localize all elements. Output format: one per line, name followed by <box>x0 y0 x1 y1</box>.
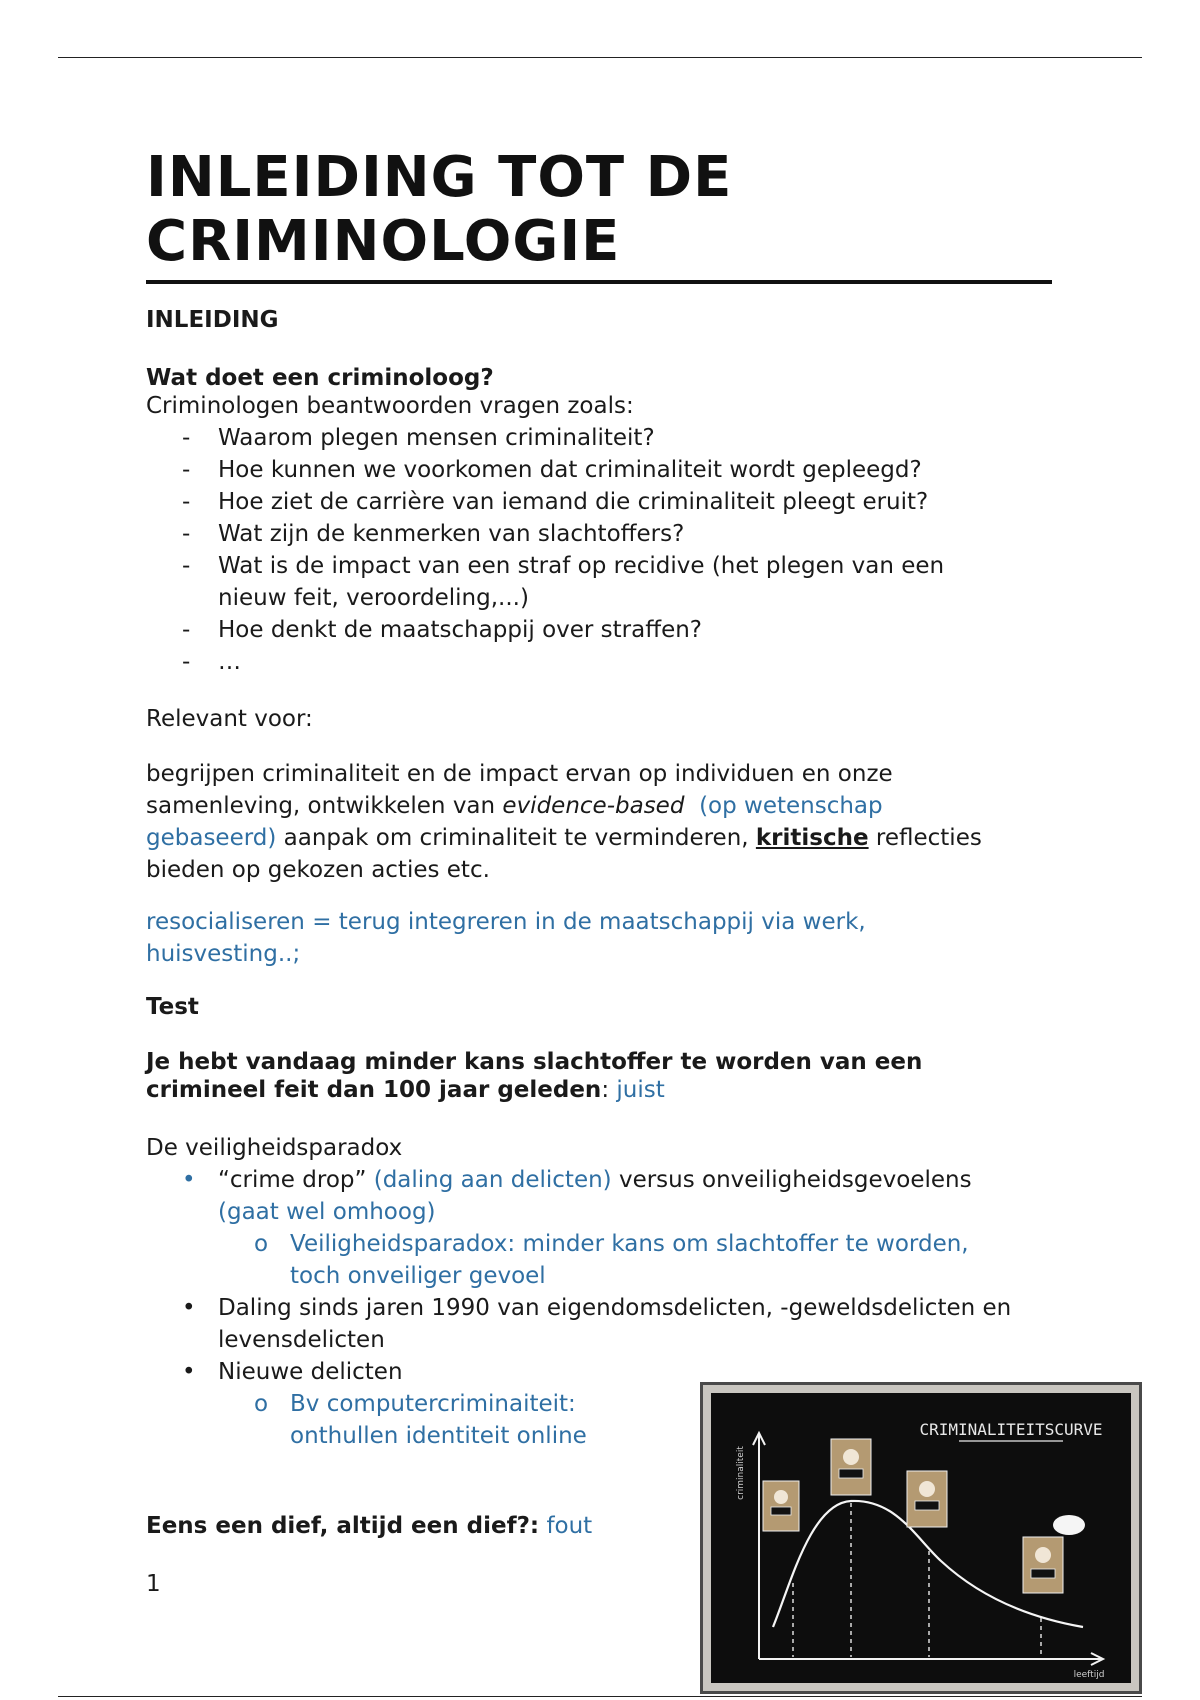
relevant-paragraph: begrijpen criminaliteit en de impact ervan op individuen en onze samenleving, ontwikkelen van evidence-based (op wetenschap gebaseerd) aanpak om criminaliteit te verminderen, kritische reflecties bieden op gekozen acties etc. <box>146 761 982 883</box>
relevant-label: Relevant voor: <box>146 706 313 732</box>
test-question-2: Eens een dief, altijd een dief?: fout <box>146 1513 593 1539</box>
page-number: 1 <box>146 1571 161 1597</box>
resocialiseren-note: resocialiseren = terug integreren in de maatschappij via werk, huisvesting..; <box>146 909 866 967</box>
header-rule <box>58 57 1142 58</box>
paradox-heading: De veiligheidsparadox <box>146 1135 403 1161</box>
list-item: - Waarom plegen mensen criminaliteit? <box>146 422 1066 454</box>
question-heading: Wat doet een criminoloog? <box>146 365 494 391</box>
list-item: • “crime drop” (daling aan delicten) versus onveiligheidsgevoelens (gaat wel omhoog) <box>182 1167 972 1225</box>
test-heading: Test <box>146 994 199 1020</box>
list-item: - Hoe ziet de carrière van iemand die criminaliteit pleegt eruit? <box>146 486 1066 518</box>
list-item: • Daling sinds jaren 1990 van eigendomsdelicten, -geweldsdelicten en levensdelicten <box>182 1295 1012 1353</box>
chart-title: CRIMINALITEITSCURVE <box>919 1420 1103 1439</box>
list-item: • Nieuwe delicten <box>182 1359 403 1385</box>
list-item: o Bv computercriminaiteit: onthullen identiteit online <box>254 1391 587 1449</box>
mugshot-figure <box>763 1481 799 1531</box>
section-heading: INLEIDING <box>146 307 279 333</box>
list-item: - Wat is de impact van een straf op recidive (het plegen van een nieuw feit, veroordeling,...) <box>146 550 1066 614</box>
mugshot-figure <box>831 1439 871 1495</box>
question-list <box>146 422 1066 678</box>
question-intro: Criminologen beantwoorden vragen zoals: <box>146 393 634 419</box>
chalkboard-drawing <box>711 1393 1131 1683</box>
mugshot-figure <box>907 1471 947 1527</box>
x-axis-label: leeftijd <box>1073 1670 1105 1680</box>
list-item: - Hoe denkt de maatschappij over straffen? <box>146 614 1066 646</box>
test-question-1: Je hebt vandaag minder kans slachtoffer te worden van een crimineel feit dan 100 jaar geleden: juist <box>146 1049 923 1103</box>
y-axis-label: criminaliteit <box>736 1446 746 1500</box>
page-title: INLEIDING TOT DE CRIMINOLOGIE <box>146 146 1052 284</box>
crime-curve-illustration <box>700 1382 1142 1694</box>
list-item: - Wat zijn de kenmerken van slachtoffers? <box>146 518 1066 550</box>
list-item: - … <box>146 646 1066 678</box>
list-item: o Veiligheidsparadox: minder kans om slachtoffer te worden, toch onveiliger gevoel <box>254 1231 969 1289</box>
speech-bubble-icon <box>1053 1515 1085 1535</box>
list-item: - Hoe kunnen we voorkomen dat criminaliteit wordt gepleegd? <box>146 454 1066 486</box>
footer-rule <box>58 1696 1142 1697</box>
